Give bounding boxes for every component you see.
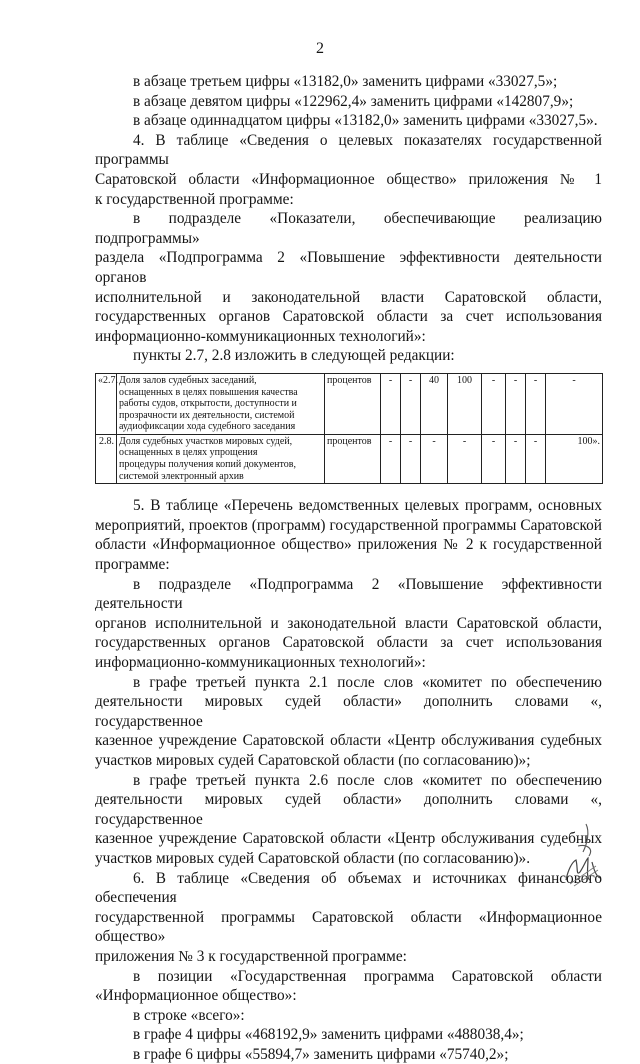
table-row (96, 434, 603, 483)
cell-line: прозрачности их деятельности, системой (119, 409, 295, 421)
paragraph-line: участков мировых судей Саратовской области (по согласованию)»; (95, 751, 531, 769)
table-cell-value: - (482, 373, 506, 434)
paragraph-line: в строке «всего»: (133, 1006, 245, 1024)
table-cell-value: - (482, 434, 506, 483)
paragraph-line: государственной программы Саратовской области «Информационное общество» (95, 908, 602, 946)
table-cell-value: - (506, 434, 526, 483)
paragraph-line: мероприятий, проектов (программ) государственной программы Саратовской (95, 516, 602, 534)
paragraph-line: в графе 4 цифры «468192,9» заменить цифрами «488038,4»; (133, 1026, 524, 1044)
cell-line: работы судов, открытости, доступности и (119, 398, 297, 410)
paragraph-line: 4. В таблице «Сведения о целевых показателях государственной программы (95, 131, 602, 169)
table-cell-value: 100». (546, 434, 603, 483)
table-row (96, 373, 603, 434)
document-body (95, 72, 602, 1064)
indicators-table (95, 373, 603, 484)
table-cell-value: - (546, 373, 603, 434)
paragraph-line: казенное учреждение Саратовской области «Центр обслуживания судебных (95, 732, 602, 750)
paragraph-line: государственных органов Саратовской области за счет использования (95, 308, 602, 326)
paragraph-line: приложения № 3 к государственной программе: (95, 947, 407, 965)
paragraph-line: раздела «Подпрограмма 2 «Повышение эффективности деятельности органов (95, 249, 602, 286)
table-cell-num: «2.7. (96, 373, 117, 434)
handwritten-initials-signature (556, 822, 608, 890)
paragraph-line: в графе третьей пункта 2.1 после слов «комитет по обеспечению (133, 673, 602, 691)
paragraph-line: деятельности мировых судей области» дополнить словами «, государственное (95, 693, 602, 730)
cell-line: оснащенных в целях упрощения (119, 447, 258, 459)
table-cell-value: - (506, 373, 526, 434)
cell-line: процедуры получения копий документов, (119, 459, 296, 471)
paragraph-line: информационно-коммуникационных технологий»: (95, 327, 426, 345)
table-cell-value: - (381, 434, 401, 483)
paragraph-line: в графе 6 цифры «55894,7» заменить цифрами «75740,2»; (133, 1045, 509, 1063)
table-cell-unit: процентов (325, 373, 381, 434)
table-cell-num: 2.8. (96, 434, 117, 483)
table-cell-value: - (421, 434, 448, 483)
cell-line: Доля залов судебных заседаний, (119, 374, 257, 386)
table-cell-value: - (526, 373, 546, 434)
paragraph-line: в абзаце одиннадцатом цифры «13182,0» заменить цифрами «33027,5». (133, 112, 598, 130)
paragraph-line: к государственной программе: (95, 190, 294, 208)
paragraph-line: 6. В таблице «Сведения об объемах и источниках финансового обеспечения (95, 869, 602, 907)
table-cell-value: 100 (448, 373, 482, 434)
table-cell-value: - (526, 434, 546, 483)
table-cell-name (117, 434, 325, 483)
table-cell-value: - (381, 373, 401, 434)
paragraph-line: участков мировых судей Саратовской области (по согласованию)». (95, 849, 531, 867)
paragraph-line: в подразделе «Подпрограмма 2 «Повышение эффективности деятельности (95, 575, 602, 613)
paragraph-line: в графе третьей пункта 2.6 после слов «комитет по обеспечению (133, 771, 602, 789)
paragraph-line: в абзаце девятом цифры «122962,4» заменить цифрами «142807,9»; (133, 92, 574, 110)
paragraph-line: исполнительной и законодательной власти Саратовской области, (95, 288, 602, 306)
paragraph-line: пункты 2.7, 2.8 изложить в следующей редакции: (133, 347, 455, 365)
paragraph-line: органов исполнительной и законодательной власти Саратовской области, (95, 614, 602, 632)
paragraph-line: в подразделе «Показатели, обеспечивающие реализацию подпрограммы» (95, 210, 602, 247)
table-cell-value: - (401, 373, 421, 434)
cell-line: оснащенных в целях повышения качества (119, 386, 298, 398)
table-cell-value: - (401, 434, 421, 483)
paragraph-line: в абзаце третьем цифры «13182,0» заменить цифрами «33027,5»; (133, 73, 558, 90)
cell-line: аудиофиксации хода судебного заседания (119, 421, 296, 433)
table-cell-unit: процентов (325, 434, 381, 483)
table-cell-name (117, 373, 325, 434)
paragraph-line: «Информационное общество»: (95, 987, 297, 1005)
paragraph-line: государственных органов Саратовской области за счет использования (95, 634, 602, 652)
paragraph-line: информационно-коммуникационных технологий»: (95, 654, 426, 671)
paragraph-line: области «Информационное общество» приложения № 2 к государственной (95, 536, 602, 554)
paragraph-line: в позиции «Государственная программа Саратовской области (133, 967, 602, 985)
table-cell-value: - (448, 434, 482, 483)
paragraph-line: программе: (95, 556, 170, 574)
cell-line: системой электронный архив (119, 470, 244, 482)
page-number: 2 (316, 40, 324, 57)
paragraph-line: казенное учреждение Саратовской области «Центр обслуживания судебных (95, 830, 602, 848)
paragraph-line: Саратовской области «Информационное общество» приложения № 1 (95, 170, 602, 188)
paragraph-line: деятельности мировых судей области» дополнить словами «, государственное (95, 791, 602, 828)
cell-line: Доля судебных участков мировых судей, (119, 435, 293, 447)
table-cell-value: 40 (421, 373, 448, 434)
paragraph-line: 5. В таблице «Перечень ведомственных целевых программ, основных (133, 497, 602, 515)
